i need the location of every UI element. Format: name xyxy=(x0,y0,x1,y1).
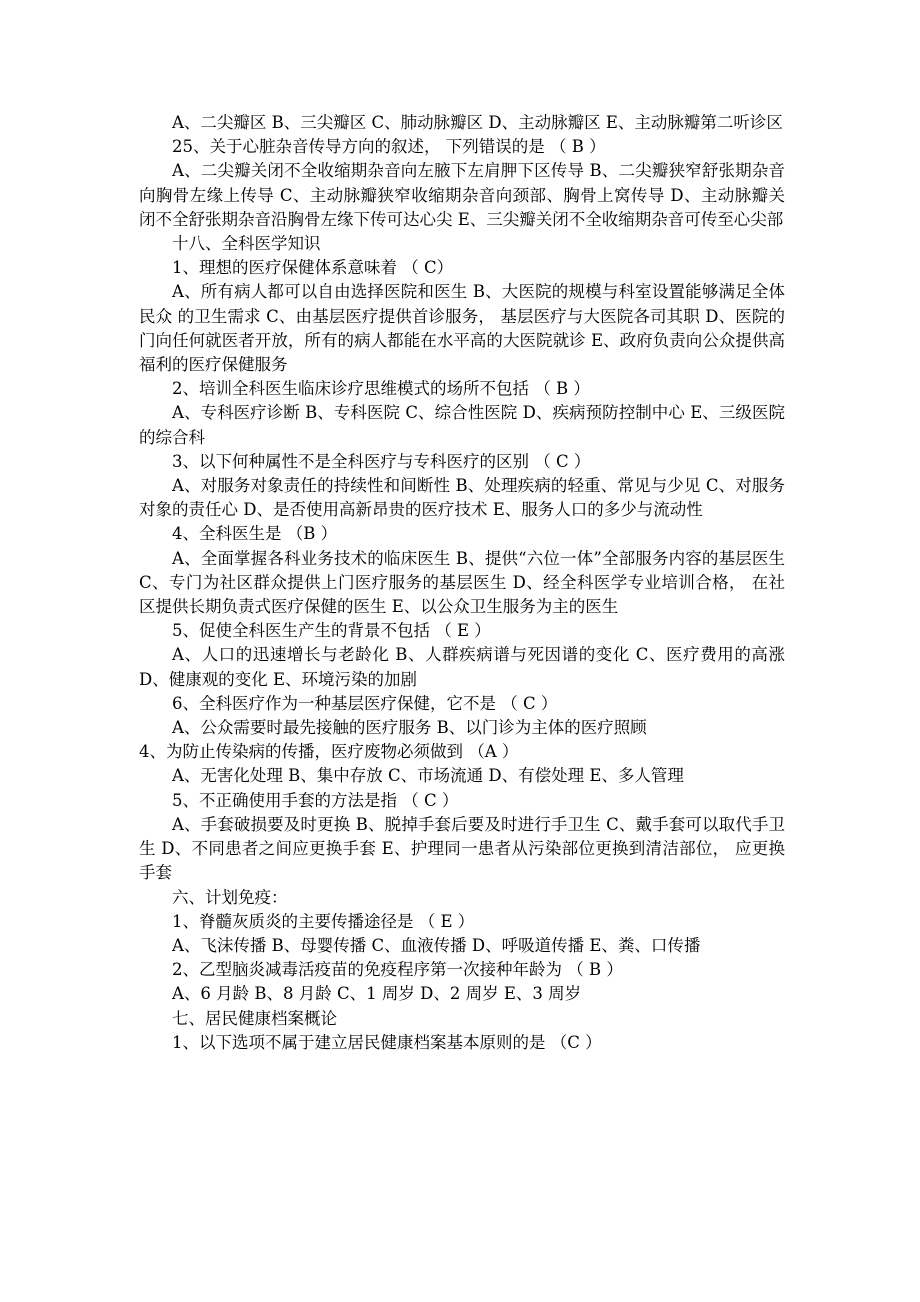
section-heading-general-practice: 十八、全科医学知识 xyxy=(172,234,321,254)
answer-options-general-practitioner: A、全面掌握各科业务技术的临床医生 B、提供“六位一体”全部服务内容的基层医生 C、专门为社区群众提供上门医疗服务的基层医生 D、经全科医学专业培训合格， 在社区提供长期负责式医疗保健的医生 E、以公众卫生服务为主的医生 xyxy=(139,548,785,617)
question-6-primary-care: 6、全科医疗作为一种基层医疗保健，它不是 （ C ） xyxy=(172,693,558,713)
answer-options-general-vs-specialty: A、对服务对象责任的持续性和间断性 B、处理疾病的轻重、常见与少见 C、对服务对象的责任心 D、是否使用高新昂贵的医疗技术 E、服务人口的多少与流动性 xyxy=(139,476,785,520)
answer-options-gp-background: A、人口的迅速增长与老龄化 B、人群疾病谱与死因谱的变化 C、医疗费用的高涨 D、健康观的变化 E、环境污染的加剧 xyxy=(139,645,785,689)
question-25-murmur-conduction: 25、关于心脏杂音传导方向的叙述， 下列错误的是 （ B ） xyxy=(172,137,606,157)
question-1-health-records-principle: 1、以下选项不属于建立居民健康档案基本原则的是 （C ） xyxy=(172,1032,602,1052)
answer-options-glove-usage: A、手套破损要及时更换 B、脱掉手套后要及时进行手卫生 C、戴手套可以取代手卫生 D、不同患者之间应更换手套 E、护理同一患者从污染部位更换到清洁部位， 应更换手套 xyxy=(139,814,785,883)
question-2-training-location: 2、培训全科医生临床诊疗思维模式的场所不包括 （ B ） xyxy=(172,379,590,399)
question-4-medical-waste: 4、为防止传染病的传播，医疗废物必须做到 （A ） xyxy=(139,742,519,762)
answer-options-heart-valve-area: A、二尖瓣区 B、三尖瓣区 C、肺动脉瓣区 D、主动脉瓣区 E、主动脉瓣第二听诊区 xyxy=(172,113,783,132)
answer-options-medical-waste: A、无害化处理 B、集中存放 C、市场流通 D、有偿处理 E、多人管理 xyxy=(172,766,684,786)
answer-options-primary-care: A、公众需要时最先接触的医疗服务 B、以门诊为主体的医疗照顾 xyxy=(172,718,647,738)
question-5-glove-usage: 5、不正确使用手套的方法是指 （ C ） xyxy=(172,790,459,810)
answer-options-polio-transmission: A、飞沫传播 B、母婴传播 C、血液传播 D、呼吸道传播 E、粪、口传播 xyxy=(172,935,701,955)
answer-options-training-location: A、专科医疗诊断 B、专科医院 C、综合性医院 D、疾病预防控制中心 E、三级医院的综合科 xyxy=(139,403,785,447)
question-1-ideal-healthcare-system: 1、理想的医疗保健体系意味着 （ C） xyxy=(172,258,454,278)
document-page xyxy=(139,111,785,1055)
section-heading-health-records: 七、居民健康档案概论 xyxy=(172,1008,337,1028)
answer-options-encephalitis-vaccine: A、6 月龄 B、8 月龄 C、1 周岁 D、2 周岁 E、3 周岁 xyxy=(172,984,582,1004)
question-4-general-practitioner: 4、全科医生是 （B ） xyxy=(172,524,338,544)
answer-options-ideal-healthcare-system: A、所有病人都可以自由选择医院和医生 B、大医院的规模与科室设置能够满足全体民众 的卫生需求 C、由基层医疗提供首诊服务， 基层医疗与大医院各司其职 D、医院的门向任何就医者开放，所有的病人都能在水平高的大医院就诊 E、政府负责向公众提供高福利的医疗保健服务 xyxy=(139,282,785,375)
question-5-gp-background: 5、促使全科医生产生的背景不包括 （ E ） xyxy=(172,621,491,641)
answer-options-murmur-conduction: A、二尖瓣关闭不全收缩期杂音向左腋下左肩胛下区传导 B、二尖瓣狭窄舒张期杂音向胸骨左缘上传导 C、主动脉瓣狭窄收缩期杂音向颈部、胸骨上窝传导 D、主动脉瓣关闭不全舒张期杂音沿胸骨左缘下传可达心尖 E、三尖瓣关闭不全收缩期杂音可传至心尖部 xyxy=(139,161,785,229)
section-heading-immunization: 六、计划免疫： xyxy=(172,887,288,907)
question-1-polio-transmission: 1、脊髓灰质炎的主要传播途径是 （ E ） xyxy=(172,911,475,931)
question-2-encephalitis-vaccine: 2、乙型脑炎减毒活疫苗的免疫程序第一次接种年龄为 （ B ） xyxy=(172,960,623,980)
question-3-general-vs-specialty: 3、以下何种属性不是全科医疗与专科医疗的区别 （ C ） xyxy=(172,451,591,471)
